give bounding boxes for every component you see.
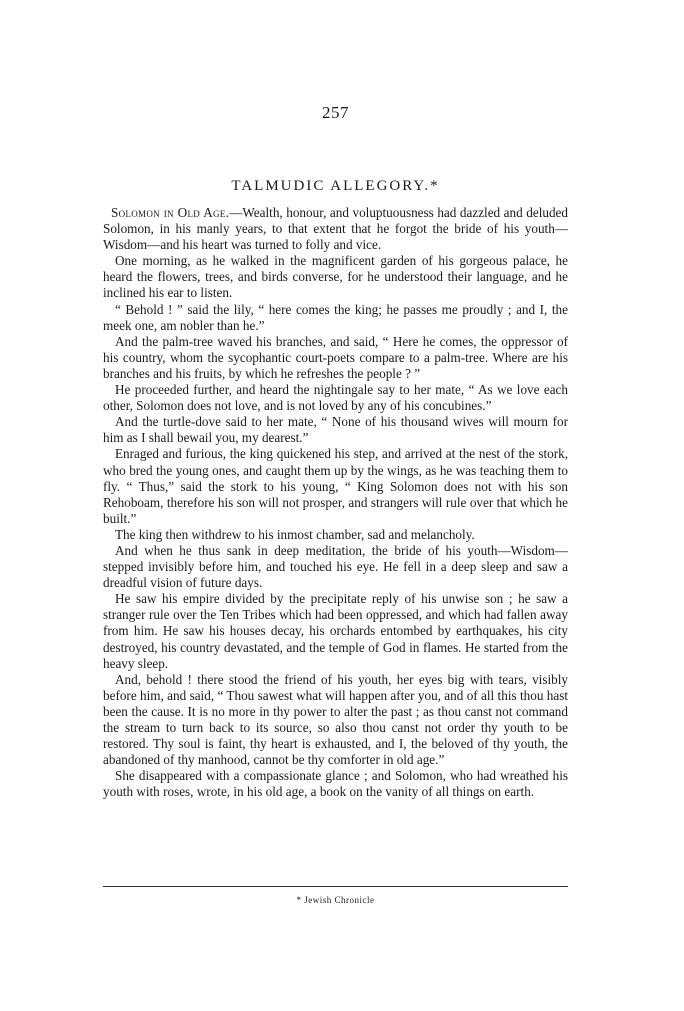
paragraph: He proceeded further, and heard the nightingale say to her mate, “ As we love each other, Solomon does not love, and is not loved by any of his concubines.” [103, 382, 568, 414]
paragraph: “ Behold ! ” said the lily, “ here comes the king; he passes me proudly ; and I, the meek one, am nobler than he.” [103, 301, 568, 333]
lead-paragraph [103, 205, 568, 253]
paragraph: The king then withdrew to his inmost chamber, sad and melancholy. [115, 526, 475, 542]
lead-heading: Solomon in Old Age. [111, 205, 230, 220]
footnote-divider [103, 886, 568, 887]
page-number: 257 [322, 103, 349, 122]
article-body [103, 205, 568, 800]
paragraph: And when he thus sank in deep meditation, the bride of his youth—Wisdom—stepped invisibly before him, and touched his eye. He fell in a deep sleep and saw a dreadful vision of future days. [103, 542, 568, 591]
footnote: * Jewish Chronicle [296, 895, 375, 905]
lead-text: —Wealth, honour, and voluptuousness had dazzled and deluded Solomon, in his manly years, to that extent that he forgot the bride of his youth—Wisdom—and his heart was turned to folly and vice. [103, 205, 568, 253]
paragraph: She disappeared with a compassionate glance ; and Solomon, who had wreathed his youth with roses, wrote, in his old age, a book on the vanity of all things on earth. [103, 768, 568, 800]
paragraph: And, behold ! there stood the friend of his youth, her eyes big with tears, visibly before him, and said, “ Thou sawest what will happen after you, and of all this thou hast been the cause. It is no more in thy power to alter the past ; as thou canst not command the stream to turn back to its source, so also thou canst not order thy youth to be restored. Thy soul is faint, thy heart is exhausted, and I, the beloved of thy youth, the abandoned of thy manhood, cannot be thy comforter in old age.” [103, 671, 568, 768]
article-title: TALMUDIC ALLEGORY.* [231, 178, 440, 194]
paragraph: One morning, as he walked in the magnificent garden of his gorgeous palace, he heard the flowers, trees, and birds converse, for he understood their language, and he inclined his ear to listen. [103, 253, 568, 301]
paragraph: Enraged and furious, the king quickened his step, and arrived at the nest of the stork, who bred the young ones, and caught them up by the wings, as he was teaching them to fly. “ Thus,” said the stork to his young, “ King Solomon does not with his son Rehoboam, therefore his son will not prosper, and strangers will rule over that which he built.” [103, 446, 568, 526]
paragraph: And the palm-tree waved his branches, and said, “ Here he comes, the oppressor of his country, whom the sycophantic court-poets compare to a palm-tree. Where are his branches and his fruits, by which he refreshes the people ? ” [103, 333, 568, 381]
paragraph: And the turtle-dove said to her mate, “ None of his thousand wives will mourn for him as I shall bewail you, my dearest.” [103, 414, 568, 446]
paragraph: He saw his empire divided by the precipitate reply of his unwise son ; he saw a stranger rule over the Ten Tribes which had been oppressed, and which had fallen away from him. He saw his houses decay, his orchards entombed by earthquakes, his city destroyed, his country devastated, and the temple of God in flames. He started from the heavy sleep. [103, 591, 568, 671]
